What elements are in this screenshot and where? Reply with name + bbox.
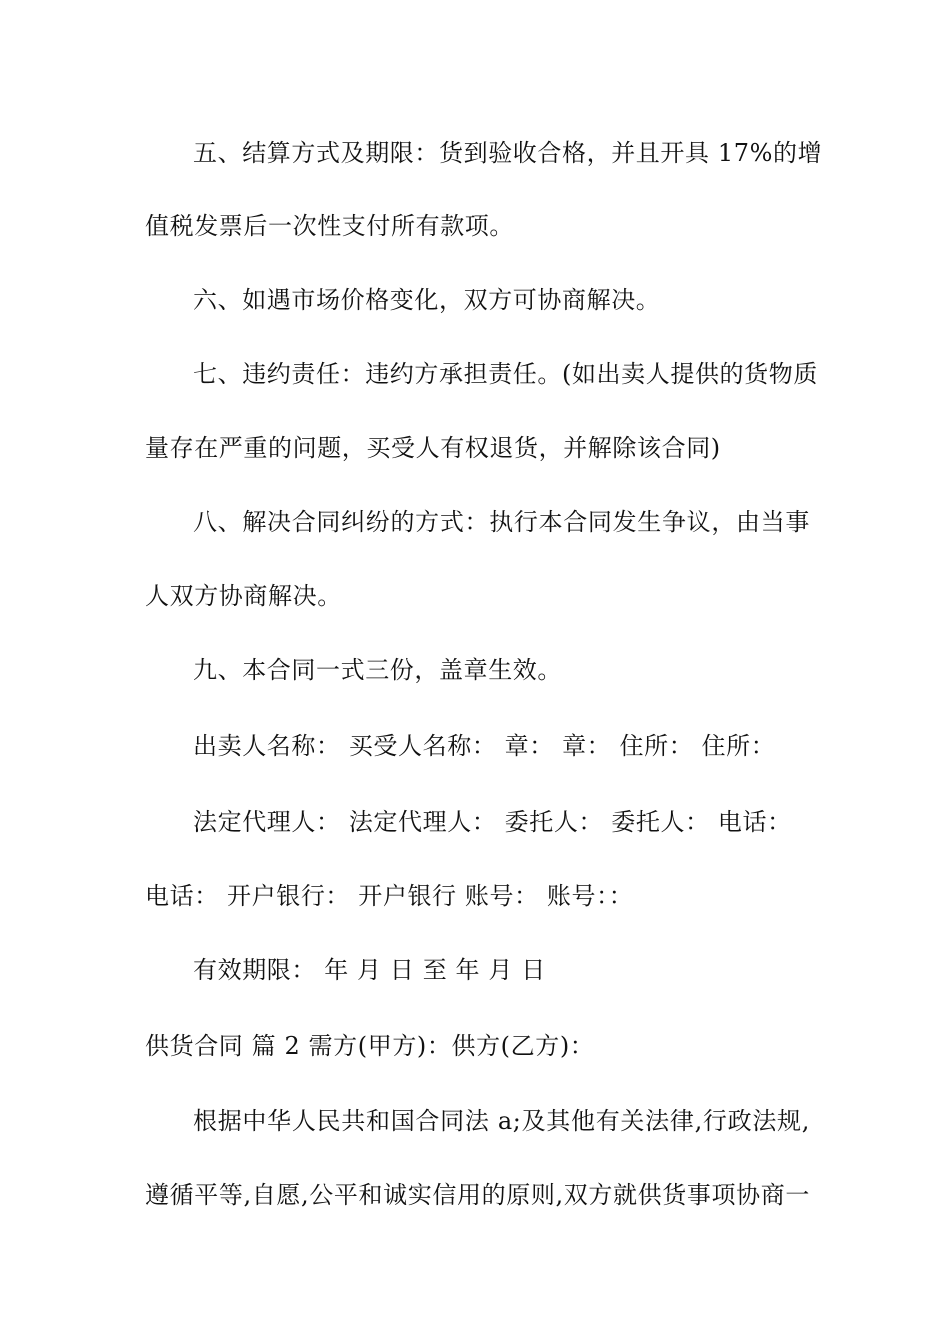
paragraph-line: 八、解决合同纠纷的方式：执行本合同发生争议，由当事 [193,508,810,536]
paragraph-line: 量存在严重的问题，买受人有权退货，并解除该合同) [145,434,721,462]
paragraph-line: 五、结算方式及期限：货到验收合格，并且开具 17%的增 [193,139,823,167]
signature-fields-line: 电话： 开户银行： 开户银行 账号： 账号：： [145,882,634,910]
validity-period-line: 有效期限： 年 月 日 至 年 月 日 [193,956,546,984]
section-heading-line: 供货合同 篇 2 需方(甲方)：供方(乙方)： [145,1032,595,1060]
paragraph-line: 七、违约责任：违约方承担责任。(如出卖人提供的货物质 [193,360,818,388]
paragraph-line: 九、本合同一式三份，盖章生效。 [193,656,562,684]
paragraph-line: 六、如遇市场价格变化，双方可协商解决。 [193,286,661,314]
paragraph-line: 人双方协商解决。 [145,582,342,610]
signature-fields-line: 法定代理人： 法定代理人： 委托人： 委托人： 电话： [193,808,792,836]
paragraph-line: 遵循平等,自愿,公平和诚实信用的原则,双方就供货事项协商一 [145,1181,810,1209]
paragraph-line: 值税发票后一次性支付所有款项。 [145,212,514,240]
paragraph-line: 根据中华人民共和国合同法 a;及其他有关法律,行政法规, [193,1107,810,1135]
signature-fields-line: 出卖人名称： 买受人名称： 章： 章： 住所： 住所： [193,732,776,760]
